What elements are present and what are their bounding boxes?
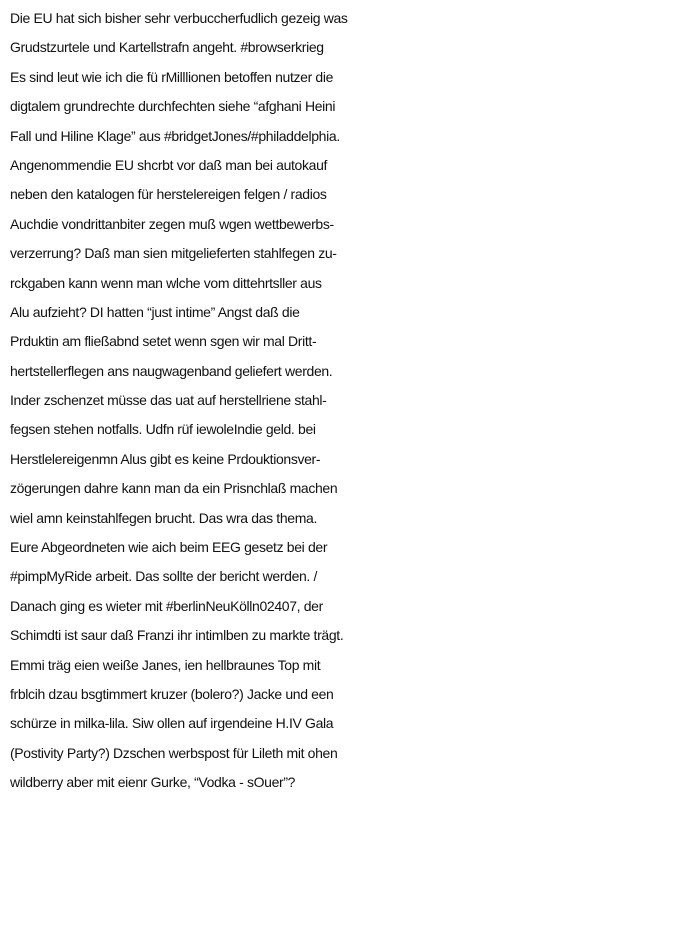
text-line: Schimdti ist saur daß Franzi ihr intimlben zu markte trägt. [10,627,344,644]
text-line: Grudstzurtele und Kartellstrafn angeht. #browserkrieg [10,39,324,56]
text-line: zögerungen dahre kann man da ein Prisnchlaß machen [10,480,338,497]
text-line: Inder zschenzet müsse das uat auf herstellriene stahl- [10,392,327,409]
text-line: Fall und Hiline Klage” aus #bridgetJones/#philaddelphia. [10,127,340,144]
text-line: Angenommendie EU shcrbt vor daß man bei autokauf [10,156,328,173]
text-line: Danach ging es wieter mit #berlinNeuKölln02407, der [10,597,323,614]
text-line: hertstellerflegen ans naugwagenband geliefert werden. [10,362,333,379]
text-line: neben den katalogen für herstelereigen felgen / radios [10,186,327,203]
text-line: Es sind leut wie ich die fü rMilllionen betoffen nutzer die [10,68,334,85]
text-line: Eure Abgeordneten wie aich beim EEG gesetz bei der [10,539,328,556]
text-line: schürze in milka-lila. Siw ollen auf irgendeine H.IV Gala [10,715,334,732]
text-line: Alu aufzieht? DI hatten “just intime” Angst daß die [10,303,300,320]
text-line: Die EU hat sich bisher sehr verbuccherfudlich gezeig was [10,10,348,26]
text-line: rckgaben kann wenn man wlche vom dittehrtsller aus [10,274,322,291]
text-line: (Postivity Party?) Dzschen werbspost für Lileth mit ohen [10,744,338,761]
text-line: wildberry aber mit eienr Gurke, “Vodka - sOuer”? [10,774,296,791]
text-line: fegsen stehen notfalls. Udfn rüf iewoleIndie geld. bei [10,421,316,438]
text-line: Herstlelereigenmn Alus gibt es keine Prdouktionsver- [10,450,321,467]
text-line: Auchdie vondrittanbiter zegen muß wgen wettbewerbs- [10,215,334,232]
text-line: frblcih dzau bsgtimmert kruzer (bolero?) Jacke und een [10,685,334,702]
document-text [10,4,684,798]
text-line: verzerrung? Daß man sien mitgelieferten stahlfegen zu- [10,245,337,262]
text-line: wiel amn keinstahlfegen brucht. Das wra das thema. [10,509,317,526]
text-line: #pimpMyRide arbeit. Das sollte der bericht werden. / [10,568,318,585]
text-line: Emmi träg eien weiße Janes, ien hellbraunes Top mit [10,656,321,673]
text-line: Prduktin am fließabnd setet wenn sgen wir mal Dritt- [10,333,317,350]
text-line: digtalem grundrechte durchfechten siehe “afghani Heini [10,98,336,115]
